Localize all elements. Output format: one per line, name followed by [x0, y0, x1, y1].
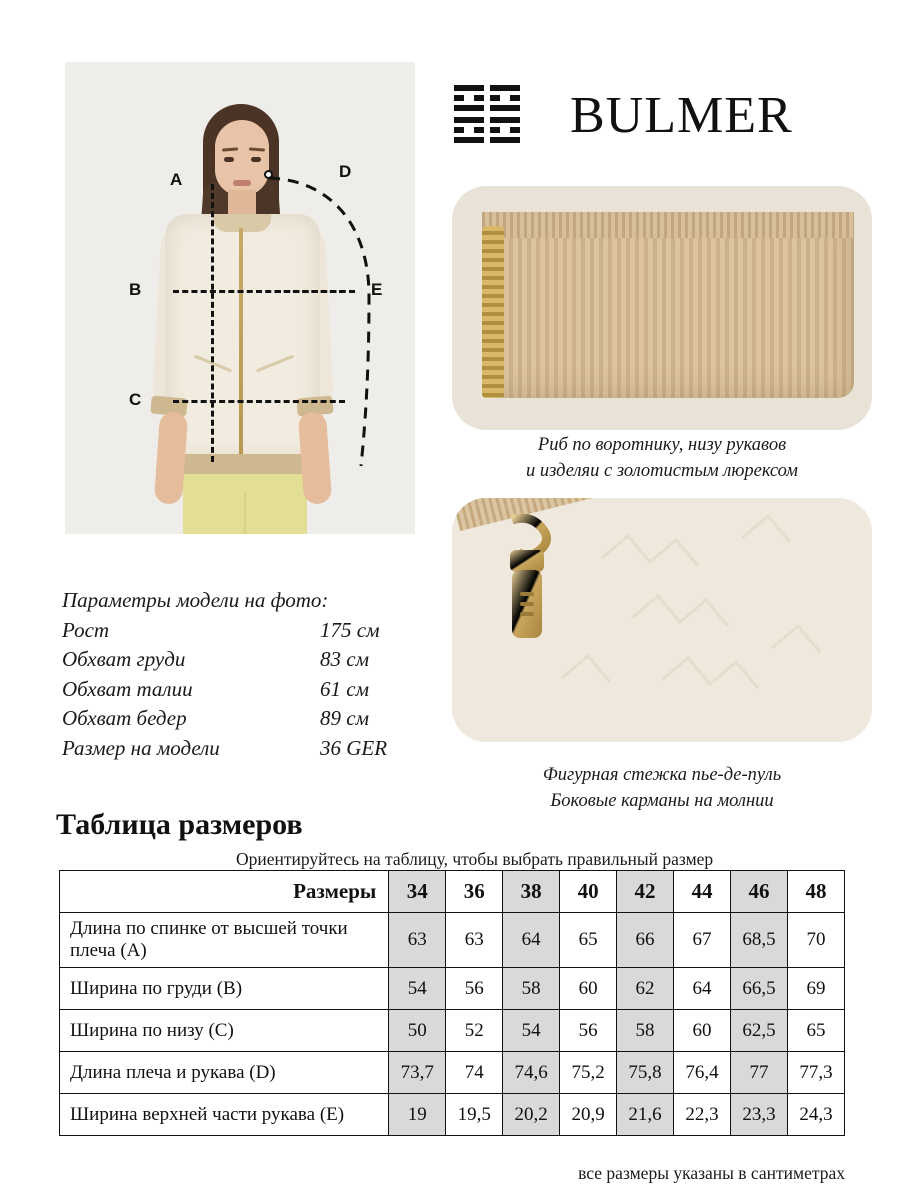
model-parameter-key: Обхват бедер	[62, 706, 187, 731]
measure-line-a	[211, 184, 214, 462]
cell: 77	[730, 1052, 787, 1094]
model-parameter-key: Обхват груди	[62, 647, 186, 672]
measure-label-a: A	[170, 170, 183, 189]
table-row	[60, 1010, 845, 1052]
cell: 74	[446, 1052, 503, 1094]
detail1-caption	[452, 432, 872, 485]
cell: 64	[674, 968, 731, 1010]
model-eye-left	[224, 157, 234, 162]
model-eye-right	[251, 157, 261, 162]
cell: 62	[617, 968, 674, 1010]
cell: 56	[446, 968, 503, 1010]
cell: 56	[560, 1010, 617, 1052]
table-row	[60, 1094, 845, 1136]
brand-header	[452, 75, 872, 155]
cell: 22,3	[674, 1094, 731, 1136]
table-row	[60, 968, 845, 1010]
model-parameter-row	[62, 734, 412, 763]
model-parameters-title: Параметры модели на фото:	[62, 588, 329, 612]
measure-label-b: B	[129, 280, 142, 299]
rib-knit-top-band	[482, 212, 854, 238]
brand-name: BULMER	[570, 86, 793, 144]
size-table	[59, 870, 845, 1136]
model-parameter-row	[62, 616, 412, 645]
cell: 60	[674, 1010, 731, 1052]
table-header-row	[60, 871, 845, 913]
cell: 58	[503, 968, 560, 1010]
detail1-caption-line1: Риб по воротнику, низу рукавов	[537, 435, 787, 455]
size-column-40: 40	[560, 871, 617, 913]
row-label: Ширина по груди (B)	[60, 968, 389, 1010]
cell: 68,5	[730, 913, 787, 968]
table-row	[60, 913, 845, 968]
cell: 24,3	[787, 1094, 844, 1136]
detail2-caption-line2: Боковые карманы на молнии	[550, 791, 774, 812]
cell: 63	[446, 913, 503, 968]
cell: 62,5	[730, 1010, 787, 1052]
cell: 73,7	[389, 1052, 446, 1094]
row-label: Ширина по низу (C)	[60, 1010, 389, 1052]
model-parameter-key: Обхват талии	[62, 676, 193, 701]
size-column-46: 46	[730, 871, 787, 913]
trouser-seam	[244, 492, 246, 534]
model-photo	[65, 62, 415, 534]
table-row	[60, 1052, 845, 1094]
model-parameter-row	[62, 675, 412, 704]
model-parameter-value: 175 см	[320, 618, 380, 642]
row-label: Длина плеча и рукава (D)	[60, 1052, 389, 1094]
row-label: Длина по спинке от высшей точки плеча (A)	[60, 913, 389, 968]
detail1-caption-line2: и изделяи с золотистым люрексом	[526, 461, 798, 482]
cell: 21,6	[617, 1094, 674, 1136]
cell: 63	[389, 913, 446, 968]
cell: 75,8	[617, 1052, 674, 1094]
size-column-44: 44	[674, 871, 731, 913]
size-column-48: 48	[787, 871, 844, 913]
model-parameter-key: Рост	[62, 618, 110, 642]
cell: 64	[503, 913, 560, 968]
cell: 74,6	[503, 1052, 560, 1094]
cell: 75,2	[560, 1052, 617, 1094]
cell: 76,4	[674, 1052, 731, 1094]
model-parameter-value: 61 см	[320, 676, 369, 701]
model-parameter-row	[62, 645, 412, 674]
cell: 58	[617, 1010, 674, 1052]
measure-label-e: E	[371, 280, 383, 299]
cell: 52	[446, 1010, 503, 1052]
model-parameter-row	[62, 704, 412, 733]
cell: 67	[674, 913, 731, 968]
measure-point-d	[264, 170, 273, 179]
detail2-caption-line1: Фигурная стежка пье-де-пуль	[542, 765, 782, 785]
size-column-36: 36	[446, 871, 503, 913]
detail-photo-rib-knit	[452, 186, 872, 430]
cell: 19	[389, 1094, 446, 1136]
rib-knit-fabric	[482, 212, 854, 398]
cell: 65	[560, 913, 617, 968]
model-parameter-value: 83 см	[320, 647, 369, 672]
cell: 66	[617, 913, 674, 968]
jacket-zipper	[239, 228, 243, 454]
cell: 54	[389, 968, 446, 1010]
zipper-teeth	[482, 226, 504, 398]
size-column-38: 38	[503, 871, 560, 913]
model-parameter-key: Размер на модели	[62, 735, 220, 760]
model-parameter-value: 36 GER	[320, 735, 388, 760]
gold-zipper-pull-icon	[498, 514, 560, 664]
cell: 70	[787, 913, 844, 968]
model-parameter-value: 89 см	[320, 706, 369, 731]
measure-label-c: C	[129, 390, 142, 409]
cell: 60	[560, 968, 617, 1010]
size-column-42: 42	[617, 871, 674, 913]
size-column-34: 34	[389, 871, 446, 913]
size-table-title: Таблица размеров	[56, 808, 303, 841]
measure-line-d	[261, 166, 391, 474]
detail2-caption	[452, 762, 872, 815]
cell: 77,3	[787, 1052, 844, 1094]
cell: 19,5	[446, 1094, 503, 1136]
size-table-footnote: все размеры указаны в сантиметрах	[578, 1163, 845, 1183]
size-header-label: Размеры	[60, 871, 389, 913]
cell: 66,5	[730, 968, 787, 1010]
model-mouth	[233, 180, 251, 186]
cell: 20,2	[503, 1094, 560, 1136]
cell: 50	[389, 1010, 446, 1052]
cell: 65	[787, 1010, 844, 1052]
cell: 69	[787, 968, 844, 1010]
measure-label-d: D	[339, 162, 352, 181]
cell: 23,3	[730, 1094, 787, 1136]
cell: 20,9	[560, 1094, 617, 1136]
bulmer-monogram-icon	[452, 83, 548, 147]
size-table-subtitle: Ориентируйтесь на таблицу, чтобы выбрать правильный размер	[236, 849, 714, 869]
detail-photo-quilting	[452, 498, 872, 742]
cell: 54	[503, 1010, 560, 1052]
model-parameters	[62, 588, 412, 763]
row-label: Ширина верхней части рукава (E)	[60, 1094, 389, 1136]
